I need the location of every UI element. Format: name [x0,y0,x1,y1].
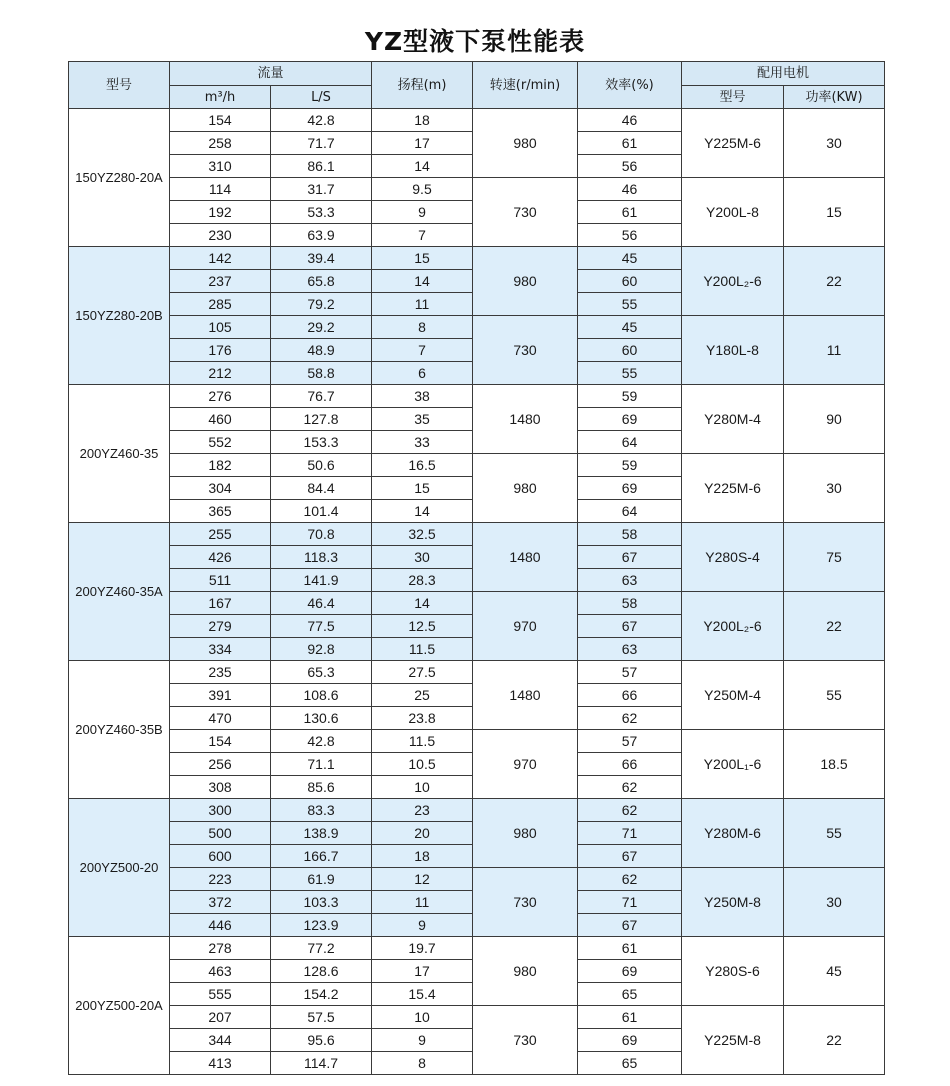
flow-m3h-cell: 446 [170,914,271,937]
motor-power-cell: 22 [784,1006,885,1075]
efficiency-cell: 58 [578,523,682,546]
efficiency-cell: 67 [578,914,682,937]
efficiency-cell: 55 [578,293,682,316]
flow-m3h-cell: 235 [170,661,271,684]
head-cell: 17 [372,960,473,983]
efficiency-cell: 61 [578,1006,682,1029]
flow-m3h-cell: 391 [170,684,271,707]
motor-model-cell: Y200L₁-6 [682,730,784,799]
efficiency-cell: 67 [578,546,682,569]
head-cell: 38 [372,385,473,408]
flow-ls-cell: 138.9 [271,822,372,845]
head-cell: 11 [372,293,473,316]
flow-ls-cell: 58.8 [271,362,372,385]
flow-m3h-cell: 154 [170,109,271,132]
flow-ls-cell: 166.7 [271,845,372,868]
header-speed: 转速(r/min) [473,62,578,109]
header-flow: 流量 [170,62,372,86]
flow-m3h-cell: 344 [170,1029,271,1052]
flow-ls-cell: 65.8 [271,270,372,293]
efficiency-cell: 67 [578,845,682,868]
flow-m3h-cell: 212 [170,362,271,385]
head-cell: 15 [372,247,473,270]
efficiency-cell: 62 [578,776,682,799]
speed-cell: 730 [473,316,578,385]
head-cell: 11 [372,891,473,914]
head-cell: 35 [372,408,473,431]
flow-ls-cell: 63.9 [271,224,372,247]
pump-model-cell: 200YZ460-35B [69,661,170,799]
head-cell: 30 [372,546,473,569]
efficiency-cell: 46 [578,109,682,132]
pump-group [69,247,885,385]
motor-power-cell: 30 [784,454,885,523]
table-row [69,661,885,684]
flow-ls-cell: 83.3 [271,799,372,822]
table-row [69,247,885,270]
flow-ls-cell: 92.8 [271,638,372,661]
flow-ls-cell: 31.7 [271,178,372,201]
flow-m3h-cell: 334 [170,638,271,661]
head-cell: 14 [372,500,473,523]
flow-ls-cell: 70.8 [271,523,372,546]
flow-ls-cell: 39.4 [271,247,372,270]
motor-model-cell: Y280S-6 [682,937,784,1006]
flow-m3h-cell: 470 [170,707,271,730]
efficiency-cell: 58 [578,592,682,615]
head-cell: 32.5 [372,523,473,546]
table-row [69,316,885,339]
pump-model-cell: 150YZ280-20B [69,247,170,385]
motor-power-cell: 22 [784,247,885,316]
table-row [69,454,885,477]
flow-ls-cell: 46.4 [271,592,372,615]
pump-group [69,799,885,937]
flow-m3h-cell: 279 [170,615,271,638]
table-row [69,178,885,201]
header-motor-power: 功率(KW) [784,86,885,109]
table-row [69,523,885,546]
head-cell: 20 [372,822,473,845]
flow-ls-cell: 128.6 [271,960,372,983]
efficiency-cell: 46 [578,178,682,201]
head-cell: 9.5 [372,178,473,201]
speed-cell: 980 [473,454,578,523]
flow-ls-cell: 48.9 [271,339,372,362]
flow-m3h-cell: 176 [170,339,271,362]
motor-model-cell: Y225M-8 [682,1006,784,1075]
flow-m3h-cell: 278 [170,937,271,960]
flow-m3h-cell: 372 [170,891,271,914]
motor-power-cell: 18.5 [784,730,885,799]
flow-m3h-cell: 511 [170,569,271,592]
table-row [69,937,885,960]
flow-m3h-cell: 413 [170,1052,271,1075]
efficiency-cell: 65 [578,1052,682,1075]
motor-model-cell: Y225M-6 [682,109,784,178]
head-cell: 18 [372,109,473,132]
motor-model-cell: Y180L-8 [682,316,784,385]
motor-model-cell: Y280S-4 [682,523,784,592]
flow-ls-cell: 29.2 [271,316,372,339]
efficiency-cell: 62 [578,707,682,730]
head-cell: 25 [372,684,473,707]
flow-ls-cell: 95.6 [271,1029,372,1052]
motor-model-cell: Y250M-8 [682,868,784,937]
efficiency-cell: 60 [578,270,682,293]
efficiency-cell: 57 [578,661,682,684]
flow-m3h-cell: 285 [170,293,271,316]
efficiency-cell: 69 [578,1029,682,1052]
flow-m3h-cell: 223 [170,868,271,891]
flow-m3h-cell: 256 [170,753,271,776]
speed-cell: 1480 [473,523,578,592]
head-cell: 14 [372,592,473,615]
table-header [69,62,885,109]
flow-m3h-cell: 258 [170,132,271,155]
motor-power-cell: 22 [784,592,885,661]
pump-group [69,109,885,247]
efficiency-cell: 61 [578,132,682,155]
head-cell: 17 [372,132,473,155]
motor-power-cell: 30 [784,868,885,937]
table-row [69,109,885,132]
head-cell: 11.5 [372,730,473,753]
flow-ls-cell: 127.8 [271,408,372,431]
efficiency-cell: 56 [578,155,682,178]
motor-power-cell: 75 [784,523,885,592]
flow-m3h-cell: 460 [170,408,271,431]
efficiency-cell: 63 [578,569,682,592]
flow-ls-cell: 76.7 [271,385,372,408]
head-cell: 11.5 [372,638,473,661]
head-cell: 6 [372,362,473,385]
flow-ls-cell: 108.6 [271,684,372,707]
speed-cell: 730 [473,868,578,937]
motor-model-cell: Y280M-4 [682,385,784,454]
efficiency-cell: 67 [578,615,682,638]
table-row [69,592,885,615]
head-cell: 12 [372,868,473,891]
head-cell: 8 [372,1052,473,1075]
flow-ls-cell: 123.9 [271,914,372,937]
motor-power-cell: 90 [784,385,885,454]
flow-ls-cell: 101.4 [271,500,372,523]
flow-m3h-cell: 207 [170,1006,271,1029]
head-cell: 23 [372,799,473,822]
efficiency-cell: 45 [578,247,682,270]
pump-model-cell: 200YZ460-35 [69,385,170,523]
flow-m3h-cell: 300 [170,799,271,822]
speed-cell: 1480 [473,661,578,730]
flow-ls-cell: 71.1 [271,753,372,776]
efficiency-cell: 69 [578,408,682,431]
head-cell: 18 [372,845,473,868]
head-cell: 10.5 [372,753,473,776]
flow-m3h-cell: 276 [170,385,271,408]
head-cell: 14 [372,155,473,178]
pump-group [69,523,885,661]
efficiency-cell: 63 [578,638,682,661]
speed-cell: 980 [473,799,578,868]
flow-m3h-cell: 237 [170,270,271,293]
efficiency-cell: 60 [578,339,682,362]
flow-ls-cell: 65.3 [271,661,372,684]
table-row [69,868,885,891]
head-cell: 15.4 [372,983,473,1006]
motor-power-cell: 11 [784,316,885,385]
head-cell: 7 [372,224,473,247]
pump-model-cell: 150YZ280-20A [69,109,170,247]
pump-model-cell: 200YZ500-20 [69,799,170,937]
pump-model-cell: 200YZ500-20A [69,937,170,1075]
table-row [69,385,885,408]
head-cell: 15 [372,477,473,500]
head-cell: 10 [372,776,473,799]
flow-m3h-cell: 192 [170,201,271,224]
flow-ls-cell: 77.5 [271,615,372,638]
performance-table [68,61,885,1075]
flow-ls-cell: 130.6 [271,707,372,730]
flow-ls-cell: 77.2 [271,937,372,960]
page-title: YZ型液下泵性能表 [364,27,586,56]
header-flow-ls: L/S [271,86,372,109]
head-cell: 19.7 [372,937,473,960]
head-cell: 12.5 [372,615,473,638]
speed-cell: 1480 [473,385,578,454]
header-motor: 配用电机 [682,62,885,86]
efficiency-cell: 62 [578,868,682,891]
flow-m3h-cell: 500 [170,822,271,845]
head-cell: 8 [372,316,473,339]
header-flow-m3h: m³/h [170,86,271,109]
motor-power-cell: 55 [784,799,885,868]
flow-ls-cell: 103.3 [271,891,372,914]
efficiency-cell: 64 [578,500,682,523]
head-cell: 27.5 [372,661,473,684]
pump-group [69,385,885,523]
flow-m3h-cell: 600 [170,845,271,868]
speed-cell: 980 [473,247,578,316]
flow-m3h-cell: 142 [170,247,271,270]
efficiency-cell: 55 [578,362,682,385]
efficiency-cell: 56 [578,224,682,247]
motor-power-cell: 45 [784,937,885,1006]
pump-model-cell: 200YZ460-35A [69,523,170,661]
flow-ls-cell: 154.2 [271,983,372,1006]
flow-ls-cell: 57.5 [271,1006,372,1029]
header-efficiency: 效率(%) [578,62,682,109]
head-cell: 33 [372,431,473,454]
flow-m3h-cell: 463 [170,960,271,983]
flow-ls-cell: 42.8 [271,109,372,132]
flow-m3h-cell: 105 [170,316,271,339]
motor-model-cell: Y225M-6 [682,454,784,523]
motor-model-cell: Y250M-4 [682,661,784,730]
flow-m3h-cell: 304 [170,477,271,500]
head-cell: 28.3 [372,569,473,592]
efficiency-cell: 69 [578,477,682,500]
flow-ls-cell: 42.8 [271,730,372,753]
pump-group [69,937,885,1075]
flow-ls-cell: 84.4 [271,477,372,500]
motor-model-cell: Y200L₂-6 [682,592,784,661]
flow-ls-cell: 53.3 [271,201,372,224]
efficiency-cell: 62 [578,799,682,822]
efficiency-cell: 71 [578,891,682,914]
flow-ls-cell: 79.2 [271,293,372,316]
speed-cell: 980 [473,937,578,1006]
flow-m3h-cell: 426 [170,546,271,569]
flow-ls-cell: 71.7 [271,132,372,155]
speed-cell: 730 [473,1006,578,1075]
pump-group [69,661,885,799]
flow-ls-cell: 153.3 [271,431,372,454]
head-cell: 9 [372,914,473,937]
head-cell: 16.5 [372,454,473,477]
header-head: 扬程(m) [372,62,473,109]
head-cell: 9 [372,1029,473,1052]
speed-cell: 970 [473,592,578,661]
table-row [69,799,885,822]
motor-model-cell: Y200L-8 [682,178,784,247]
speed-cell: 970 [473,730,578,799]
efficiency-cell: 65 [578,983,682,1006]
motor-model-cell: Y200L₂-6 [682,247,784,316]
speed-cell: 730 [473,178,578,247]
efficiency-cell: 59 [578,385,682,408]
head-cell: 14 [372,270,473,293]
efficiency-cell: 61 [578,937,682,960]
flow-m3h-cell: 154 [170,730,271,753]
flow-ls-cell: 85.6 [271,776,372,799]
flow-m3h-cell: 182 [170,454,271,477]
flow-ls-cell: 50.6 [271,454,372,477]
efficiency-cell: 57 [578,730,682,753]
flow-m3h-cell: 555 [170,983,271,1006]
motor-power-cell: 55 [784,661,885,730]
efficiency-cell: 61 [578,201,682,224]
flow-m3h-cell: 255 [170,523,271,546]
table-row [69,730,885,753]
efficiency-cell: 64 [578,431,682,454]
flow-ls-cell: 61.9 [271,868,372,891]
flow-ls-cell: 86.1 [271,155,372,178]
motor-model-cell: Y280M-6 [682,799,784,868]
flow-m3h-cell: 310 [170,155,271,178]
efficiency-cell: 59 [578,454,682,477]
speed-cell: 980 [473,109,578,178]
motor-power-cell: 30 [784,109,885,178]
head-cell: 7 [372,339,473,362]
flow-m3h-cell: 167 [170,592,271,615]
table-row [69,1006,885,1029]
efficiency-cell: 45 [578,316,682,339]
header-motor-model: 型号 [682,86,784,109]
head-cell: 10 [372,1006,473,1029]
efficiency-cell: 66 [578,684,682,707]
flow-m3h-cell: 308 [170,776,271,799]
flow-m3h-cell: 552 [170,431,271,454]
efficiency-cell: 71 [578,822,682,845]
flow-m3h-cell: 230 [170,224,271,247]
header-model: 型号 [69,62,170,109]
motor-power-cell: 15 [784,178,885,247]
flow-ls-cell: 114.7 [271,1052,372,1075]
flow-m3h-cell: 114 [170,178,271,201]
flow-m3h-cell: 365 [170,500,271,523]
flow-ls-cell: 141.9 [271,569,372,592]
flow-ls-cell: 118.3 [271,546,372,569]
head-cell: 9 [372,201,473,224]
efficiency-cell: 69 [578,960,682,983]
head-cell: 23.8 [372,707,473,730]
efficiency-cell: 66 [578,753,682,776]
